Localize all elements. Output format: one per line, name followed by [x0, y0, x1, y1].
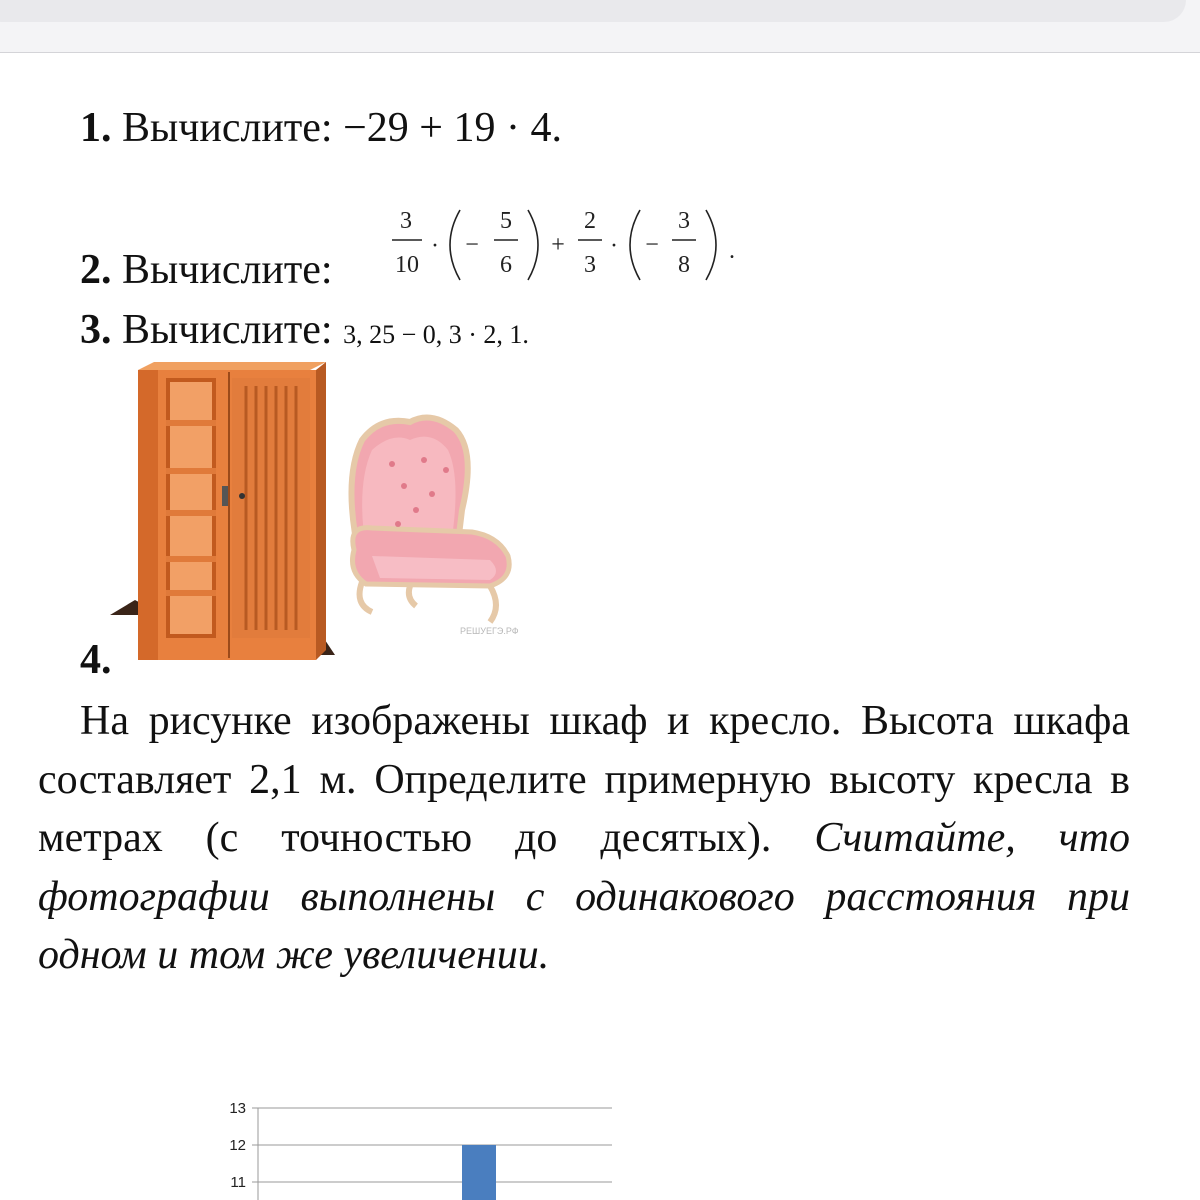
- wardrobe: [138, 362, 326, 660]
- problem-2: [80, 246, 333, 294]
- y-tick-label: 11: [230, 1174, 246, 1191]
- bar-0: [462, 1145, 496, 1200]
- y-tick-label: 12: [229, 1137, 246, 1154]
- frac3-num: 2: [584, 208, 596, 234]
- problem-3: [80, 306, 529, 354]
- frac2-num: 5: [500, 208, 512, 234]
- paren-right-1: [528, 210, 538, 280]
- chart-grid: [258, 1108, 612, 1182]
- minus-1: −: [465, 232, 479, 258]
- frac2-den: 6: [500, 252, 512, 278]
- browser-tab-strip: [0, 0, 1186, 22]
- dot-1: ·: [431, 233, 439, 259]
- bar-chart: [200, 1090, 620, 1200]
- problem-4-plain-text: На рисунке изображены шкаф и кресло. Высота шкафа составляет 2,1 м. Определите примерную высоту кресла в метрах (с точностью до десятых).: [38, 698, 1130, 861]
- paren-left-1: [450, 210, 460, 280]
- browser-top-bar: [0, 0, 1200, 53]
- problem-3-expression: 3, 25 − 0, 3 · 2, 1.: [343, 320, 529, 349]
- frac1-num: 3: [400, 208, 412, 234]
- problem-2-expression: [378, 200, 758, 290]
- chart-ticks: [229, 1100, 258, 1200]
- problem-1: [80, 104, 562, 152]
- problem-4-number: 4.: [80, 637, 112, 683]
- end-period: .: [729, 238, 735, 264]
- problem-4: [80, 636, 112, 684]
- problem-3-label: Вычислите:: [122, 307, 333, 353]
- paren-right-2: [706, 210, 716, 280]
- armchair: [351, 418, 509, 623]
- plus: +: [551, 232, 565, 258]
- problem-1-label: Вычислите:: [122, 105, 333, 151]
- problem-4-italic-text: Считайте, что фотографии выполнены с одинакового расстояния при одном и том же увеличении.: [38, 815, 1131, 978]
- y-tick-label: 13: [229, 1100, 246, 1117]
- problem-2-number: 2.: [80, 247, 112, 293]
- paren-left-2: [630, 210, 640, 280]
- problem-1-expression: −29 + 19 · 4.: [343, 105, 562, 151]
- chart-bars: [462, 1145, 496, 1200]
- problem-2-label: Вычислите:: [122, 247, 333, 293]
- frac1-den: 10: [395, 252, 419, 278]
- problem-1-number: 1.: [80, 105, 112, 151]
- problem-3-number: 3.: [80, 307, 112, 353]
- image-watermark: РЕШУЕГЭ.РФ: [460, 626, 519, 636]
- frac4-den: 8: [678, 252, 690, 278]
- dot-2: ·: [610, 233, 618, 259]
- frac4-num: 3: [678, 208, 690, 234]
- frac3-den: 3: [584, 252, 596, 278]
- problem-4-text: [38, 692, 1130, 985]
- minus-2: −: [645, 232, 659, 258]
